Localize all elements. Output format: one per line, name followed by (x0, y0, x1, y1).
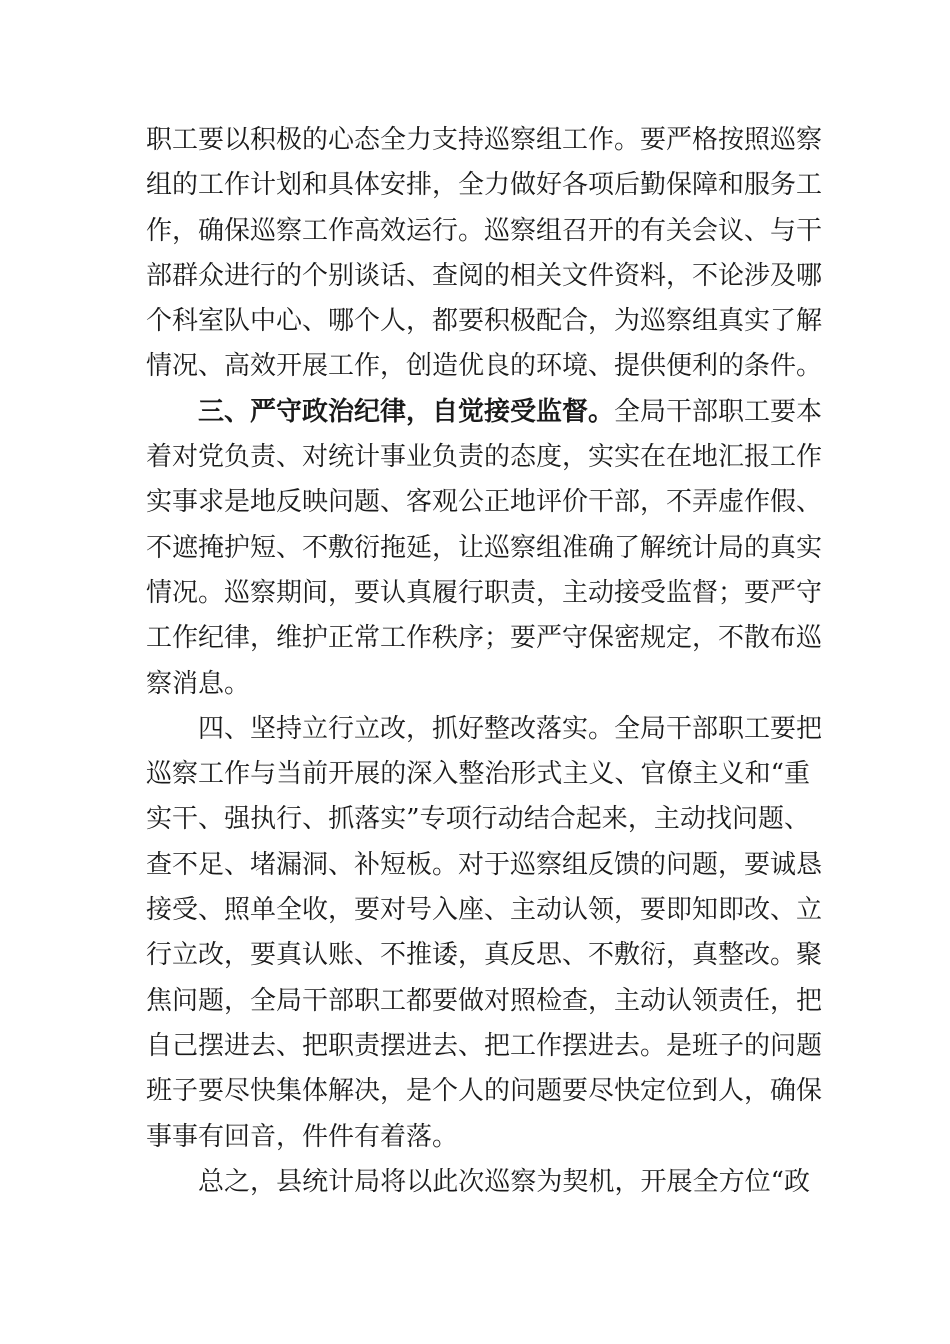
paragraph-support-inspection (146, 118, 823, 390)
text-line: 焦问题，全局干部职工都要做对照检查，主动认领责任，把 (146, 985, 823, 1016)
text-line: 自己摆进去、把职责摆进去、把工作摆进去。是班子的问题 (146, 1030, 823, 1061)
text-line: 察消息。 (146, 668, 251, 699)
text-line: 情况、高效开展工作，创造优良的环境、提供便利的条件。 (146, 351, 823, 382)
text-line: 总之，县统计局将以此次巡察为契机，开展全方位“政 (198, 1166, 810, 1197)
text-line: 四、坚持立行立改，抓好整改落实。全局干部职工要把 (198, 713, 823, 744)
text-line: 部群众进行的个别谈话、查阅的相关文件资料，不论涉及哪 (146, 260, 823, 291)
text-line: 情况。巡察期间，要认真履行职责，主动接受监督；要严守 (146, 577, 823, 608)
text-line: 工作纪律，维护正常工作秩序；要严守保密规定，不散布巡 (146, 623, 823, 654)
paragraph-section-three (146, 390, 823, 707)
paragraph-section-four (146, 707, 823, 1160)
text-line: 组的工作计划和具体安排，全力做好各项后勤保障和服务工 (146, 170, 823, 201)
text-line: 作，确保巡察工作高效运行。巡察组召开的有关会议、与干 (146, 215, 823, 246)
text-line: 实事求是地反映问题、客观公正地评价干部，不弄虚作假、 (146, 487, 823, 518)
text-line: 接受、照单全收，要对号入座、主动认领，要即知即改、立 (146, 895, 823, 926)
document-body (146, 118, 823, 1205)
text-line: 巡察工作与当前开展的深入整治形式主义、官僚主义和“重 (146, 759, 810, 790)
text-line: 行立改，要真认账、不推诿，真反思、不敷衍，真整改。聚 (146, 940, 823, 971)
text-line: 事事有回音，件件有着落。 (146, 1121, 459, 1152)
section-heading: 三、严守政治纪律，自觉接受监督。 (198, 396, 615, 427)
text-line: 实干、强执行、抓落实”专项行动结合起来，主动找问题、 (146, 804, 810, 835)
text-line: 职工要以积极的心态全力支持巡察组工作。要严格按照巡察 (146, 125, 823, 155)
text-line: 个科室队中心、哪个人，都要积极配合，为巡察组真实了解 (146, 306, 823, 337)
text-run: 全局干部职工要本 (614, 396, 823, 427)
text-line: 查不足、堵漏洞、补短板。对于巡察组反馈的问题，要诚恳 (146, 849, 823, 880)
text-line (146, 390, 823, 435)
text-line: 不遮掩护短、不敷衍拖延，让巡察组准确了解统计局的真实 (146, 532, 823, 563)
paragraph-conclusion (146, 1160, 810, 1205)
text-line: 班子要尽快集体解决，是个人的问题要尽快定位到人，确保 (146, 1076, 823, 1107)
text-line: 着对党负责、对统计事业负责的态度，实实在在地汇报工作 (146, 442, 823, 473)
